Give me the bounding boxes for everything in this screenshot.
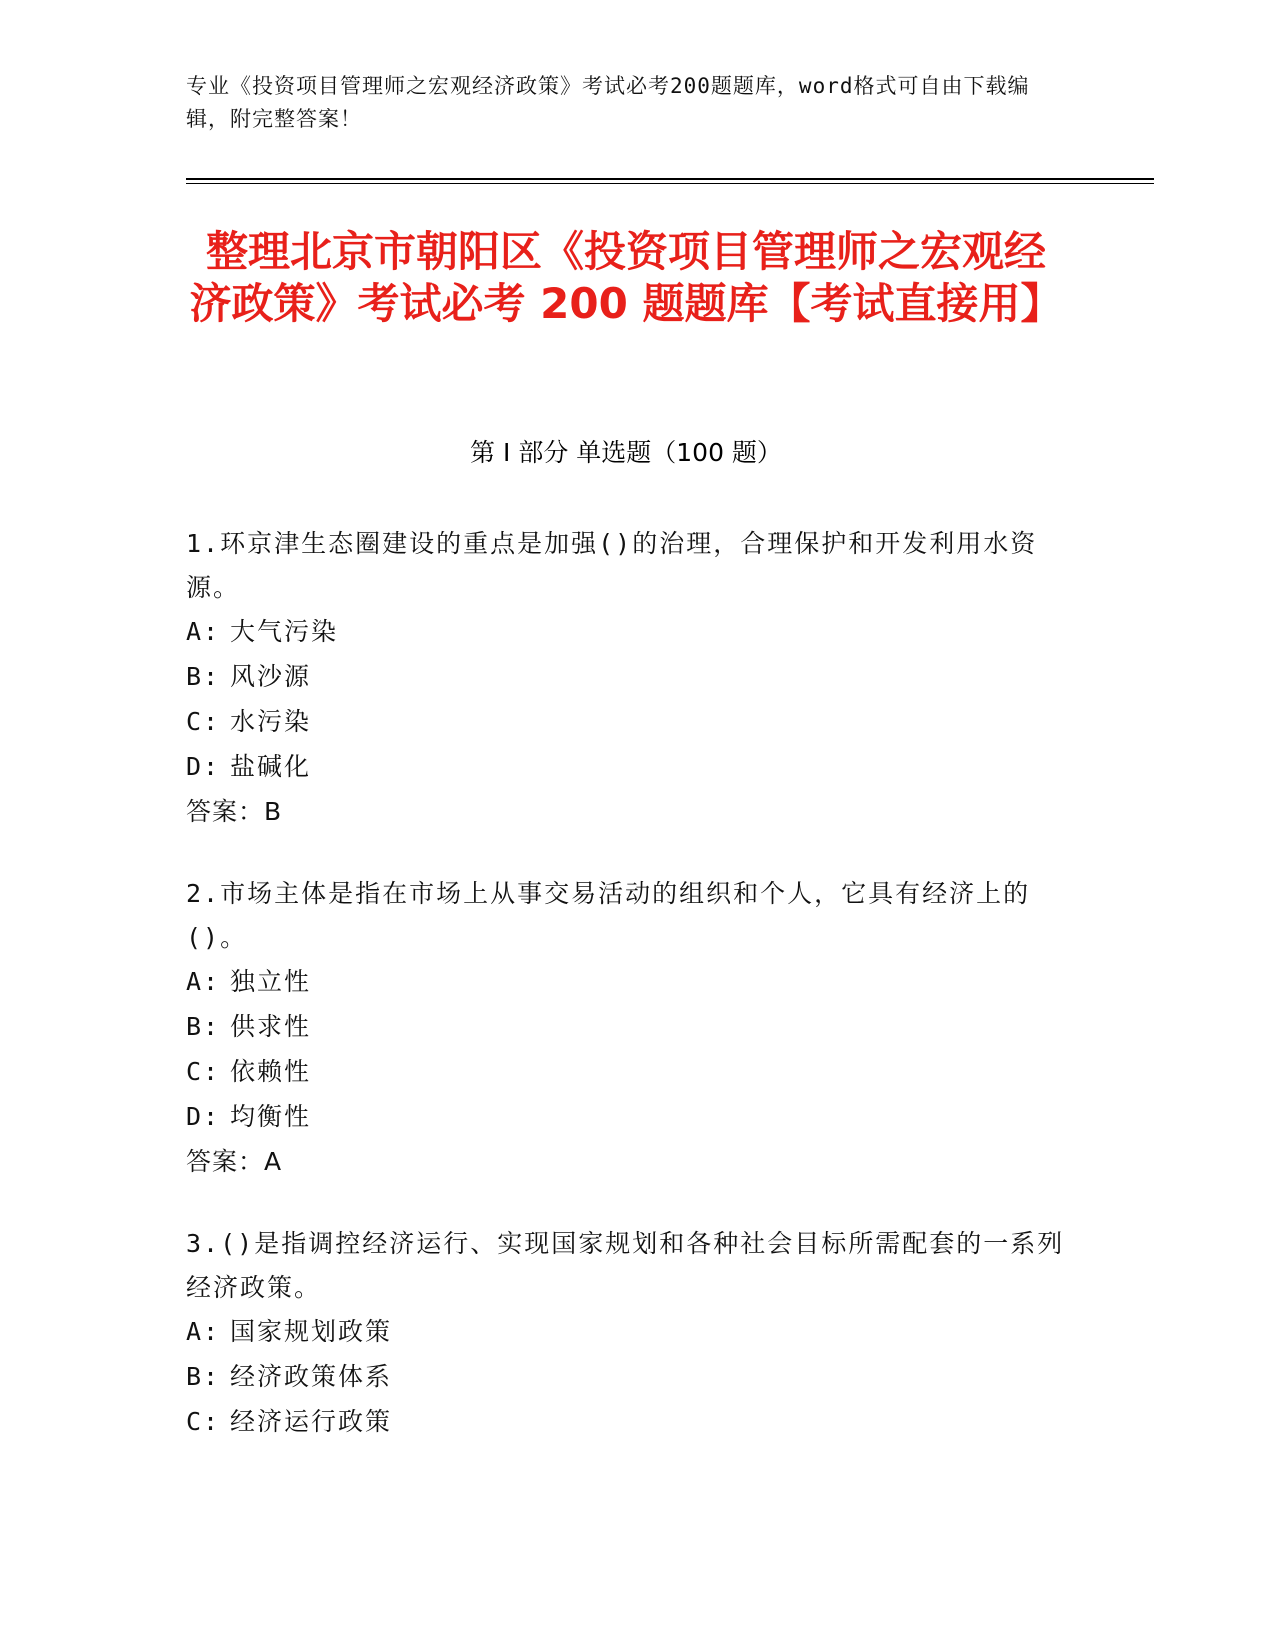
option-text: 依赖性 [230,1057,312,1086]
question-stem: 3.()是指调控经济运行、实现国家规划和各种社会目标所需配套的一系列经济政策。 [186,1229,1065,1302]
option-text: 均衡性 [230,1102,312,1131]
option-text: 经济政策体系 [230,1362,393,1391]
question-stem: 1.环京津生态圈建设的重点是加强()的治理，合理保护和开发利用水资源。 [186,529,1038,602]
header-rule-thick [186,178,1154,180]
option-label: A: [186,967,221,996]
header-rule-thin [186,183,1154,184]
option-label: A: [186,1317,221,1346]
option-a [186,1310,1066,1355]
option-text: 经济运行政策 [230,1407,393,1436]
option-text: 独立性 [230,967,312,996]
option-d [186,745,1066,790]
section-heading: 第 I 部分 单选题（100 题） [470,438,782,467]
option-text: 国家规划政策 [230,1317,393,1346]
option-a [186,960,1066,1005]
option-label: D: [186,1102,221,1131]
question-2 [186,872,1066,1185]
question-stem: 2.市场主体是指在市场上从事交易活动的组织和个人，它具有经济上的()。 [186,879,1031,952]
option-a [186,610,1066,655]
option-text: 水污染 [230,707,312,736]
option-text: 大气污染 [230,617,339,646]
option-label: C: [186,707,221,736]
answer: 答案：B [186,797,283,826]
question-1 [186,522,1066,835]
question-3 [186,1222,1066,1445]
option-label: B: [186,1362,221,1391]
option-text: 供求性 [230,1012,312,1041]
option-label: C: [186,1407,221,1436]
option-label: D: [186,752,221,781]
header-note: 专业《投资项目管理师之宏观经济政策》考试必考200题题库，word格式可自由下载编辑，附完整答案！ [186,74,1030,131]
answer: 答案：A [186,1147,283,1176]
option-b [186,1355,1066,1400]
option-label: B: [186,662,221,691]
option-d [186,1095,1066,1140]
option-c [186,1400,1066,1445]
option-b [186,1005,1066,1050]
option-label: A: [186,617,221,646]
option-text: 风沙源 [230,662,312,691]
option-text: 盐碱化 [230,752,312,781]
option-b [186,655,1066,700]
option-label: B: [186,1012,221,1041]
option-label: C: [186,1057,221,1086]
option-c [186,1050,1066,1095]
document-title: 整理北京市朝阳区《投资项目管理师之宏观经济政策》考试必考 200 题题库【考试直接用】 [189,227,1063,328]
option-c [186,700,1066,745]
